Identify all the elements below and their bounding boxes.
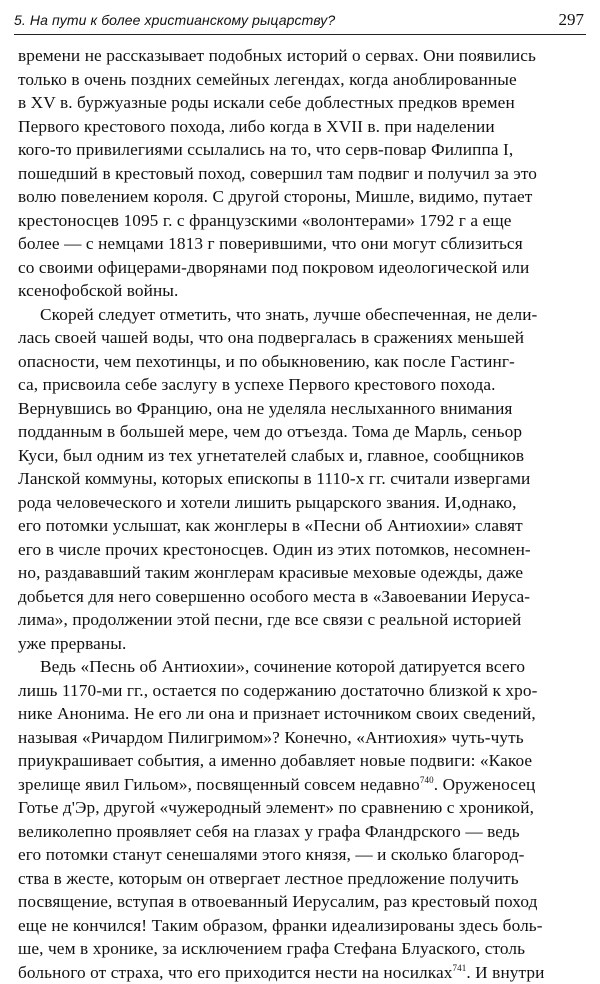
text-line: лась своей чашей воды, что она подвергалась в сражениях меньшей [18, 326, 586, 350]
text-line: приукрашивает события, а именно добавляет новые подвиги: «Какое [18, 749, 586, 773]
text-line: еще не кончился! Таким образом, франки идеализированы здесь боль- [18, 914, 586, 938]
text-segment: . И внутри [466, 963, 544, 982]
text-line: великолепно проявляет себя на глазах у графа Фландрского — ведь [18, 820, 586, 844]
text-line: посвящение, вступая в отвоеванный Иерусалим, раз крестовый поход [18, 890, 586, 914]
text-line: Ведь «Песнь об Антиохии», сочинение которой датируется всего [18, 655, 586, 679]
footnote-ref-741[interactable]: 741 [453, 963, 467, 973]
text-line: времени не рассказывает подобных историй о сервах. Они появились [18, 44, 586, 68]
text-line: волю повелением короля. С другой стороны, Мишле, видимо, путает [18, 185, 586, 209]
text-line: пошедший в крестовый поход, совершил там подвиг и получил за это [18, 162, 586, 186]
paragraph-2 [18, 303, 586, 656]
text-line: Скорей следует отметить, что знать, лучше обеспеченная, не дели- [18, 303, 586, 327]
text-line: его потомки станут сенешалями этого князя, — и сколько благород- [18, 843, 586, 867]
text-line: Первого крестового похода, либо когда в XVII в. при наделении [18, 115, 586, 139]
text-line: со своими офицерами-дворянами под покровом идеологической или [18, 256, 586, 280]
page-header [14, 4, 586, 35]
text-line: ства в жесте, которым он отвергает лестное предложение получить [18, 867, 586, 891]
text-line: но, раздававший таким жонглерам красивые меховые одежды, даже [18, 561, 586, 585]
paragraph-1 [18, 44, 586, 303]
text-line: крестоносцев 1095 г. с французскими «волонтерами» 1792 г а еще [18, 209, 586, 233]
text-line: нике Анонима. Не его ли она и признает источником своих сведений, [18, 702, 586, 726]
text-line: ше, чем в хронике, за исключением графа Стефана Блуаского, столь [18, 937, 586, 961]
text-line: Вернувшись во Францию, она не уделяла неслыханного внимания [18, 397, 586, 421]
text-line: са, присвоила себе заслугу в успехе Первого крестового похода. [18, 373, 586, 397]
text-line: ксенофобской войны. [18, 279, 586, 303]
text-line: Куси, был одним из тех угнетателей слабых и, главное, сообщников [18, 444, 586, 468]
text-segment: зрелище явил Гильом», посвященный совсем недавно [18, 775, 420, 794]
text-line: называя «Ричардом Пилигримом»? Конечно, «Антиохия» чуть-чуть [18, 726, 586, 750]
footnote-ref-740[interactable]: 740 [420, 775, 434, 785]
text-line-with-footnote [18, 773, 586, 797]
text-line: кого-то привилегиями ссылались на то, что серв-повар Филиппа I, [18, 138, 586, 162]
text-segment: . Оруженосец [434, 775, 536, 794]
body-text [18, 44, 586, 984]
text-line: лишь 1170-ми гг., остается по содержанию достаточно близкой к хро- [18, 679, 586, 703]
text-line: лима», продолжении этой песни, где все связи с реальной историей [18, 608, 586, 632]
text-line: более — с немцами 1813 г поверившими, что они могут сблизиться [18, 232, 586, 256]
text-line: в XV в. буржуазные роды искали себе доблестных предков времен [18, 91, 586, 115]
text-line: уже прерваны. [18, 632, 586, 656]
paragraph-3 [18, 655, 586, 984]
text-line: добьется для него совершенно особого места в «Завоевании Иерусa- [18, 585, 586, 609]
text-line: его потомки услышат, как жонглеры в «Песни об Антиохии» славят [18, 514, 586, 538]
text-line-with-footnote [18, 961, 586, 984]
text-line: рода человеческого и хотели лишить рыцарского звания. И,однако, [18, 491, 586, 515]
text-line: только в очень поздних семейных легендах, когда аноблированные [18, 68, 586, 92]
running-title: 5. На пути к более христианскому рыцарству? [14, 12, 335, 28]
text-line: Ланской коммуны, которых епископы в 1110-х гг. считали извергами [18, 467, 586, 491]
text-line: его в числе прочих крестоносцев. Один из этих потомков, несомнен- [18, 538, 586, 562]
text-line: Готье д'Эр, другой «чужеродный элемент» по сравнению с хроникой, [18, 796, 586, 820]
text-line: подданным в большей мере, чем до отъезда. Тома де Марль, сеньор [18, 420, 586, 444]
page-number: 297 [559, 10, 585, 30]
text-segment: больного от страха, что его приходится нести на носилках [18, 963, 453, 982]
text-line: опасности, чем пехотинцы, и по обыкновению, как после Гастинг- [18, 350, 586, 374]
